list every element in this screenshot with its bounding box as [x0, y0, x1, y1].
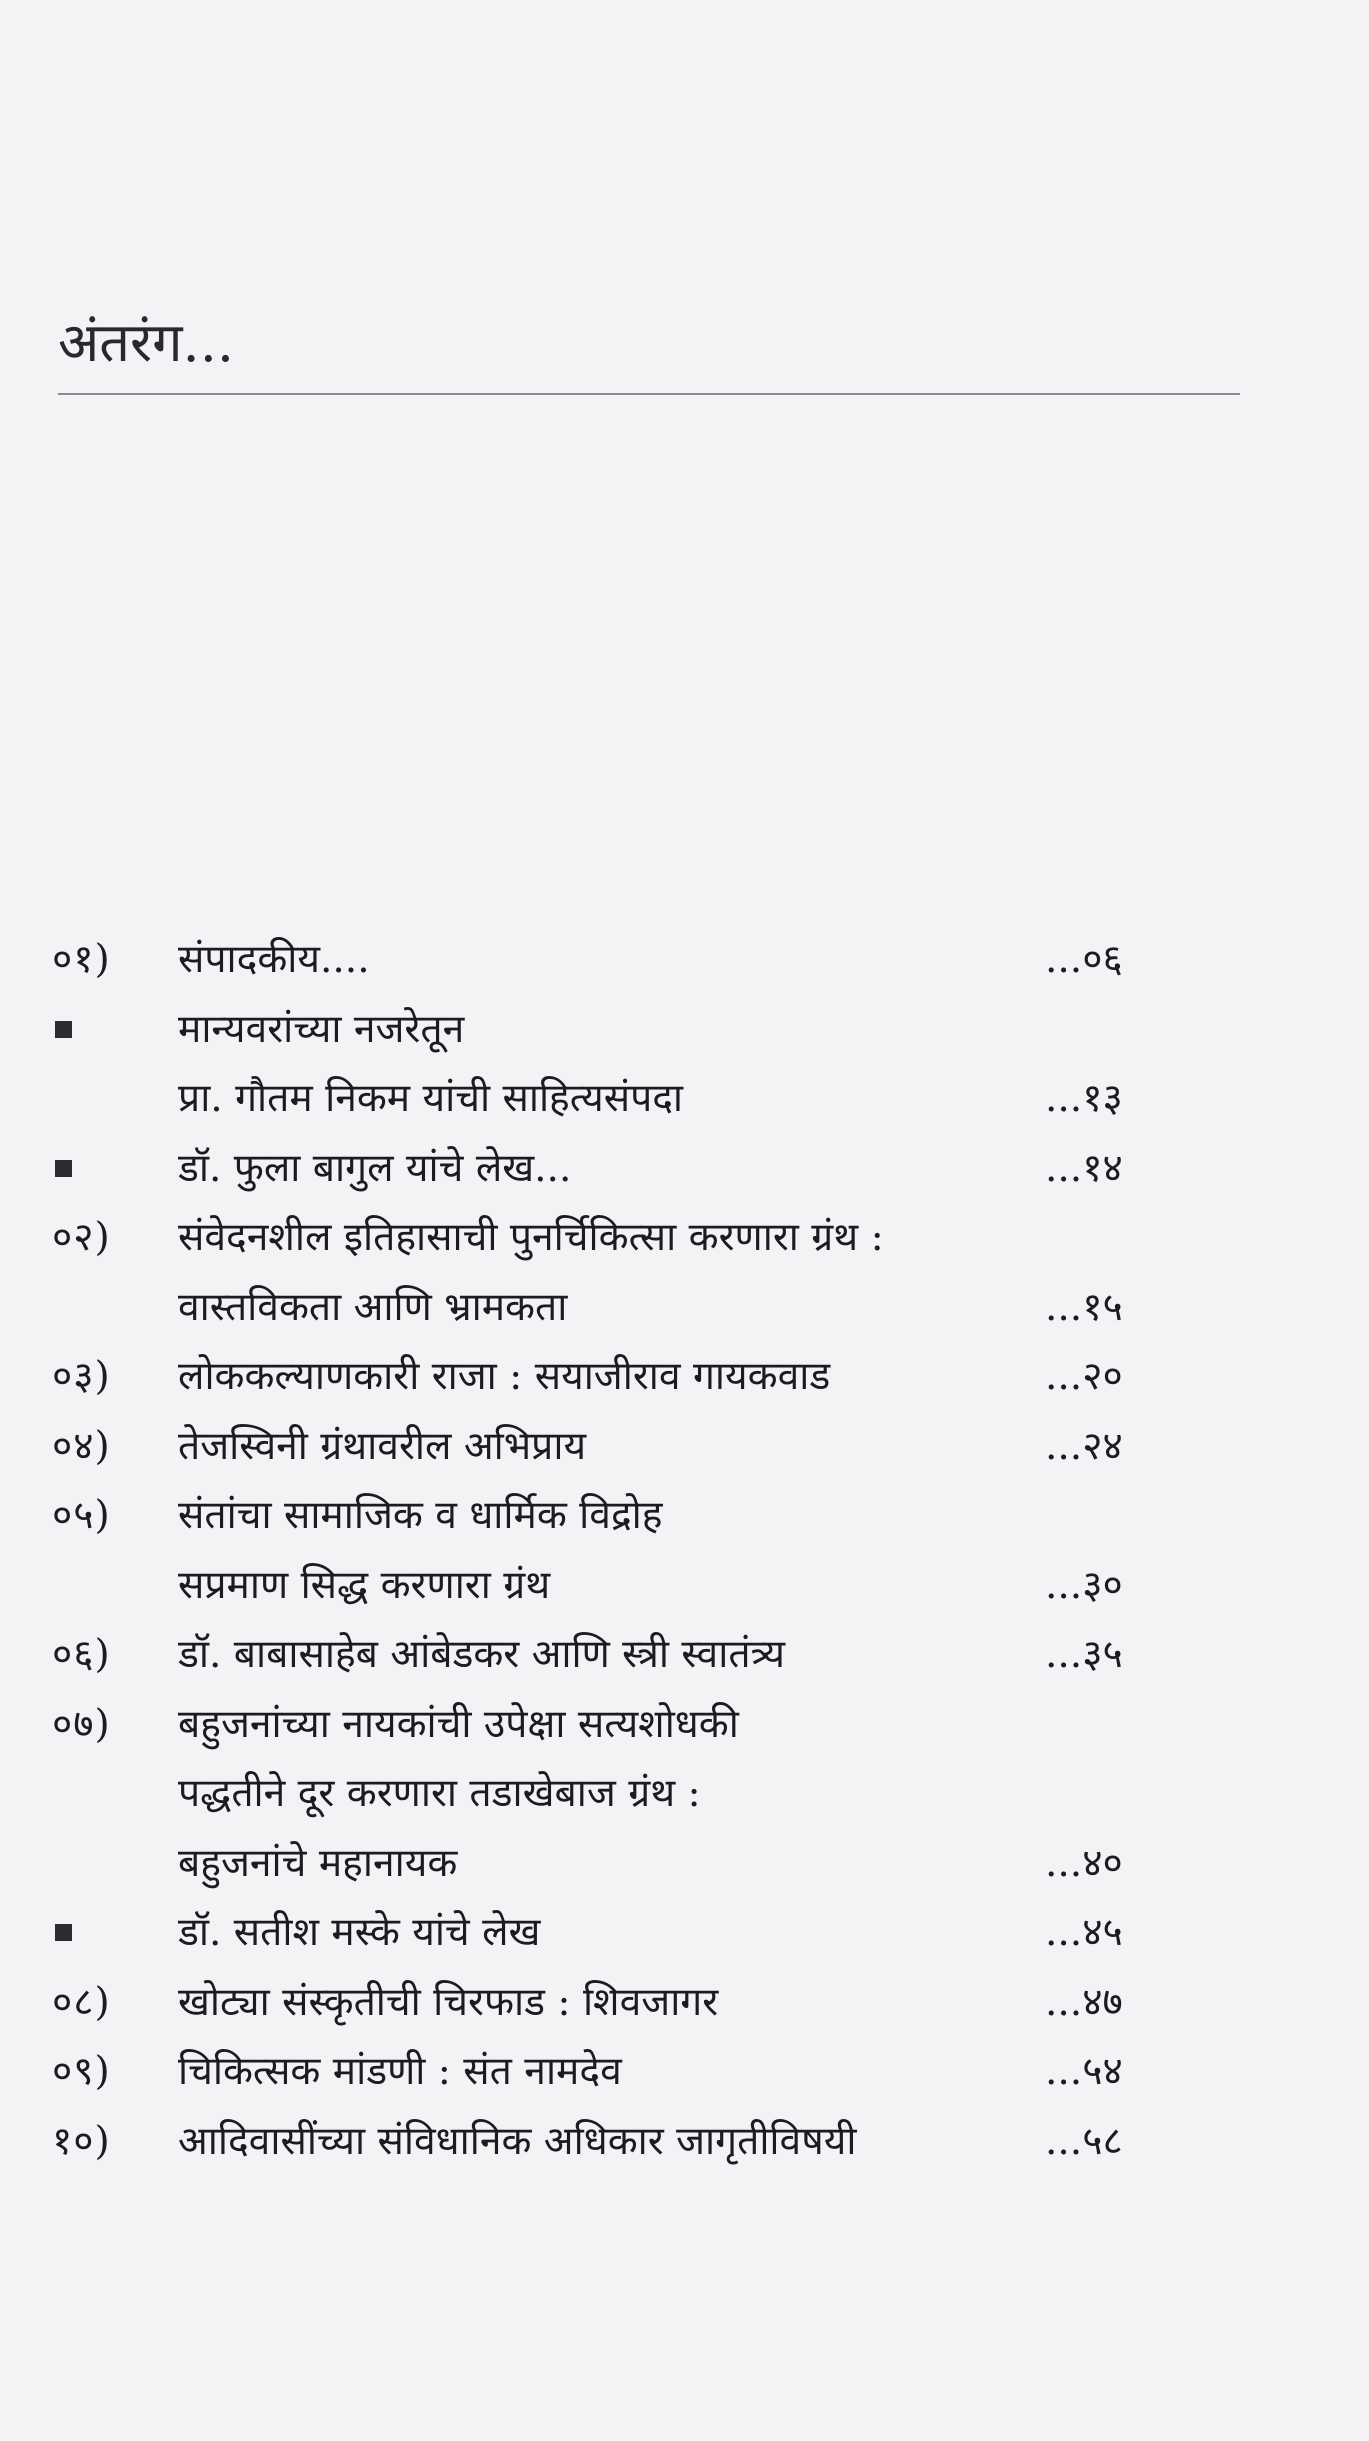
toc-entry-page: ...३०	[1045, 1562, 1123, 1608]
toc-entry-number: ०१)	[52, 937, 111, 982]
toc-entry-title: संतांचा सामाजिक व धार्मिक विद्रोह	[178, 1493, 663, 1538]
toc-entry-title: बहुजनांचे महानायक	[178, 1840, 458, 1886]
toc-entry-title: डॉ. फुला बागुल यांचे लेख...	[178, 1145, 572, 1191]
toc-entry	[0, 1551, 1369, 1621]
toc-entry	[0, 1203, 1369, 1273]
title-divider	[58, 393, 1240, 395]
toc-entry-title: पद्धतीने दूर करणारा तडाखेबाज ग्रंथ :	[178, 1771, 701, 1816]
toc-entry-title: मान्यवरांच्या नजरेतून	[178, 1006, 465, 1052]
toc-entry-title: संवेदनशील इतिहासाची पुनर्चिकित्सा करणारा ग्रंथ :	[178, 1215, 884, 1260]
toc-entry	[0, 1898, 1369, 1968]
toc-entry-page: ...५८	[1045, 2118, 1123, 2164]
toc-entry-page: ...४७	[1045, 1979, 1123, 2025]
toc-entry-title: डॉ. सतीश मस्के यांचे लेख	[178, 1910, 541, 1955]
toc-entry	[0, 2037, 1369, 2107]
square-bullet-icon	[55, 1021, 72, 1038]
toc-entry	[0, 1064, 1369, 1134]
toc-entry-number: १०)	[52, 2118, 111, 2164]
toc-entry-title: संपादकीय....	[178, 937, 370, 982]
toc-entry-number: ०८)	[52, 1979, 111, 2025]
toc-entry-title: तेजस्विनी ग्रंथावरील अभिप्राय	[178, 1423, 587, 1469]
toc-entry	[0, 1273, 1369, 1343]
toc-entry-title: डॉ. बाबासाहेब आंबेडकर आणि स्त्री स्वातंत्र्य	[178, 1632, 785, 1677]
toc-entry	[0, 1968, 1369, 2038]
toc-entry	[0, 1342, 1369, 1412]
toc-entry-page: ...१५	[1045, 1284, 1123, 1330]
toc-entry	[0, 1620, 1369, 1690]
toc-entry	[0, 1134, 1369, 1204]
toc-entry-title: लोककल्याणकारी राजा : सयाजीराव गायकवाड	[178, 1354, 831, 1399]
toc-entry	[0, 1690, 1369, 1760]
toc-entry-number: ०६)	[52, 1632, 111, 1677]
toc-entry-number: ०९)	[52, 2049, 111, 2094]
toc-entry-page: ...४०	[1045, 1840, 1123, 1886]
toc-entry	[0, 1412, 1369, 1482]
square-bullet-icon	[55, 1160, 72, 1177]
toc-entry-number: ०२)	[52, 1215, 111, 1260]
square-bullet-icon	[55, 1924, 72, 1941]
toc-entry-title: सप्रमाण सिद्ध करणारा ग्रंथ	[178, 1562, 551, 1608]
toc-entry-page: ...२४	[1045, 1423, 1123, 1469]
toc-entry	[0, 1829, 1369, 1899]
toc-entry-page: ...२०	[1045, 1354, 1123, 1399]
toc-entry-page: ...१३	[1045, 1076, 1123, 1121]
toc-entry	[0, 925, 1369, 995]
table-of-contents	[0, 925, 1369, 2176]
toc-entry	[0, 995, 1369, 1065]
toc-entry-title: खोट्या संस्कृतीची चिरफाड : शिवजागर	[178, 1979, 719, 2025]
toc-entry-number: ०४)	[52, 1423, 111, 1469]
toc-entry-number: ०७)	[52, 1701, 111, 1747]
toc-entry-page: ...३५	[1045, 1632, 1123, 1677]
toc-entry-title: आदिवासींच्या संविधानिक अधिकार जागृतीविषयी	[178, 2118, 857, 2164]
toc-entry-title: प्रा. गौतम निकम यांची साहित्यसंपदा	[178, 1076, 684, 1121]
toc-entry-title: चिकित्सक मांडणी : संत नामदेव	[178, 2049, 622, 2094]
toc-entry-title: बहुजनांच्या नायकांची उपेक्षा सत्यशोधकी	[178, 1701, 739, 1747]
toc-entry	[0, 1759, 1369, 1829]
toc-entry-number: ०३)	[52, 1354, 111, 1399]
toc-entry-number: ०५)	[52, 1493, 111, 1538]
page-title: अंतरंग...	[58, 311, 235, 374]
toc-entry	[0, 2107, 1369, 2177]
toc-entry-page: ...५४	[1045, 2049, 1123, 2094]
toc-entry-page: ...४५	[1045, 1910, 1123, 1955]
toc-entry	[0, 1481, 1369, 1551]
toc-entry-page: ...१४	[1045, 1145, 1123, 1191]
toc-entry-page: ...०६	[1045, 937, 1123, 982]
toc-entry-title: वास्तविकता आणि भ्रामकता	[178, 1284, 568, 1330]
